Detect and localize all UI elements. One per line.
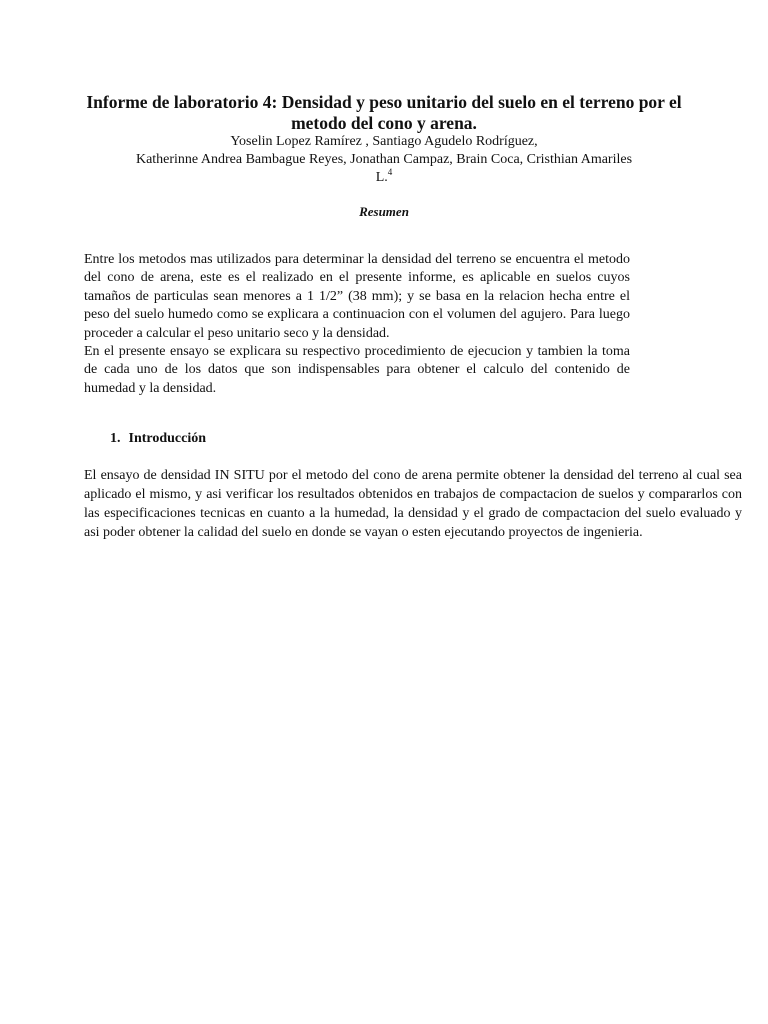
abstract-heading: Resumen [359, 204, 409, 219]
section-title: Introducción [128, 431, 207, 446]
abstract-paragraph: En el presente ensayo se explicara su respectivo procedimiento de ejecucion y tambien la toma de cada uno de los datos que son indispensables para obtener el calculo del contenido de humedad y la densidad. [84, 344, 630, 396]
abstract-body [84, 251, 630, 398]
introduction-paragraph: El ensayo de densidad IN SITU por el metodo del cono de arena permite obtener la densidad del terreno al cual sea aplicado el mismo, y asi verificar los resultados obtenidos en trabajos de compactacion de suelos y compararlos con las especificaciones tecnicas en cuanto a la humedad, la densidad y el grado de compactacion del suelo evaluado y asi poder obtener la calidad del suelo en donde se vayan o esten ejecutando proyectos de ingenieria. [84, 468, 742, 540]
abstract-paragraph: Entre los metodos mas utilizados para determinar la densidad del terreno se encuentra el metodo del cono de arena, este es el realizado en el presente informe, es aplicable en suelos cuyos tamaños de particulas sean menores a 1 1/2” (38 mm); y se basa en la relacion hecha entre el peso del suelo humedo como se explicara a continuacion con el volumen del agujero. Para luego proceder a calcular el peso unitario seco y la densidad. [84, 252, 630, 341]
authors-line-2: Katherinne Andrea Bambague Reyes, Jonathan Campaz, Brain Coca, Cristhian Amariles [135, 152, 633, 167]
introduction-body [84, 466, 742, 542]
authors-line-1: Yoselin Lopez Ramírez , Santiago Agudelo Rodríguez, [230, 134, 538, 149]
author-affiliation-marker: 4 [387, 167, 393, 177]
author-list [60, 133, 708, 187]
document-title: Informe de laboratorio 4: Densidad y peso unitario del suelo en el terreno por el metodo del cono y arena. [86, 92, 682, 133]
section-heading-introduccion [110, 431, 206, 447]
authors-line-3: L. [375, 170, 388, 185]
section-number: 1. [110, 431, 121, 446]
